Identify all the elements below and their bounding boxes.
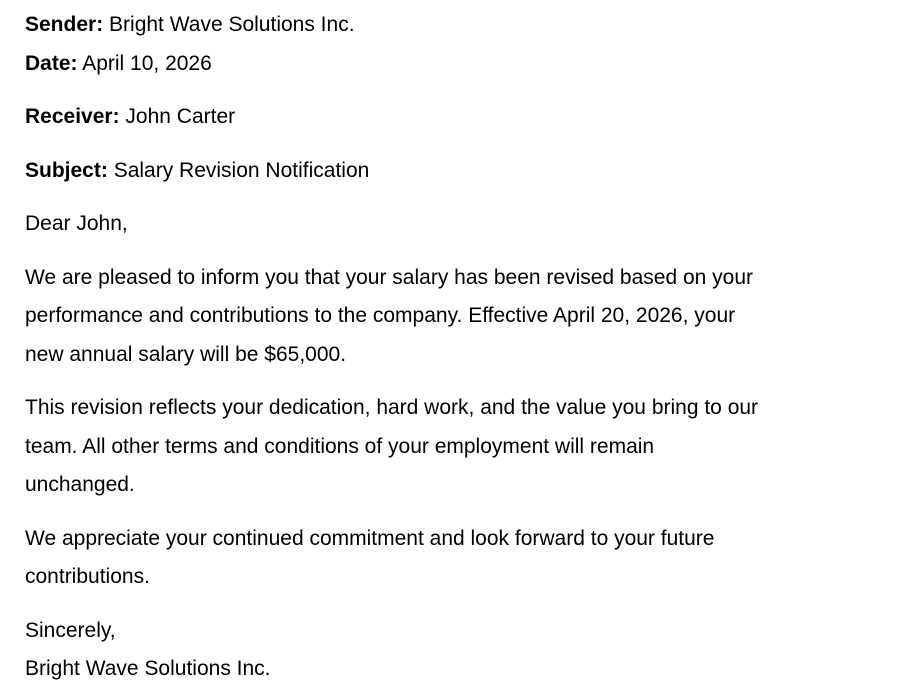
sender-label: Sender: xyxy=(25,13,104,36)
subject-line xyxy=(25,152,895,191)
signoff: Sincerely, xyxy=(25,618,116,642)
signature: Bright Wave Solutions Inc. xyxy=(25,657,271,680)
paragraph-2-line: unchanged. xyxy=(25,473,135,496)
subject-value: Salary Revision Notification xyxy=(113,158,370,182)
subject-label: Subject: xyxy=(25,158,108,182)
receiver-value: John Carter xyxy=(125,105,236,128)
paragraph-1 xyxy=(25,259,895,375)
greeting: Dear John, xyxy=(25,212,128,235)
paragraph-2 xyxy=(25,389,895,505)
paragraph-3-line: We appreciate your continued commitment and look forward to your future xyxy=(25,526,715,550)
date-line xyxy=(25,45,895,84)
paragraph-3 xyxy=(25,520,895,597)
sender-line xyxy=(25,6,895,45)
sender-value: Bright Wave Solutions Inc. xyxy=(109,13,355,36)
paragraph-1-line: performance and contributions to the company. Effective April 20, 2026, your xyxy=(25,304,736,327)
receiver-line xyxy=(25,98,895,137)
paragraph-2-line: team. All other terms and conditions of your employment will remain xyxy=(25,434,655,458)
paragraph-2-line: This revision reflects your dedication, hard work, and the value you bring to our xyxy=(25,396,759,419)
paragraph-1-line: We are pleased to inform you that your salary has been revised based on your xyxy=(25,265,754,289)
paragraph-3-line: contributions. xyxy=(25,565,150,588)
paragraph-1-line: new annual salary will be $65,000. xyxy=(25,342,347,366)
letter-document xyxy=(25,0,895,689)
receiver-label: Receiver: xyxy=(25,105,120,128)
date-label: Date: xyxy=(25,51,78,75)
date-value: April 10, 2026 xyxy=(82,51,212,75)
